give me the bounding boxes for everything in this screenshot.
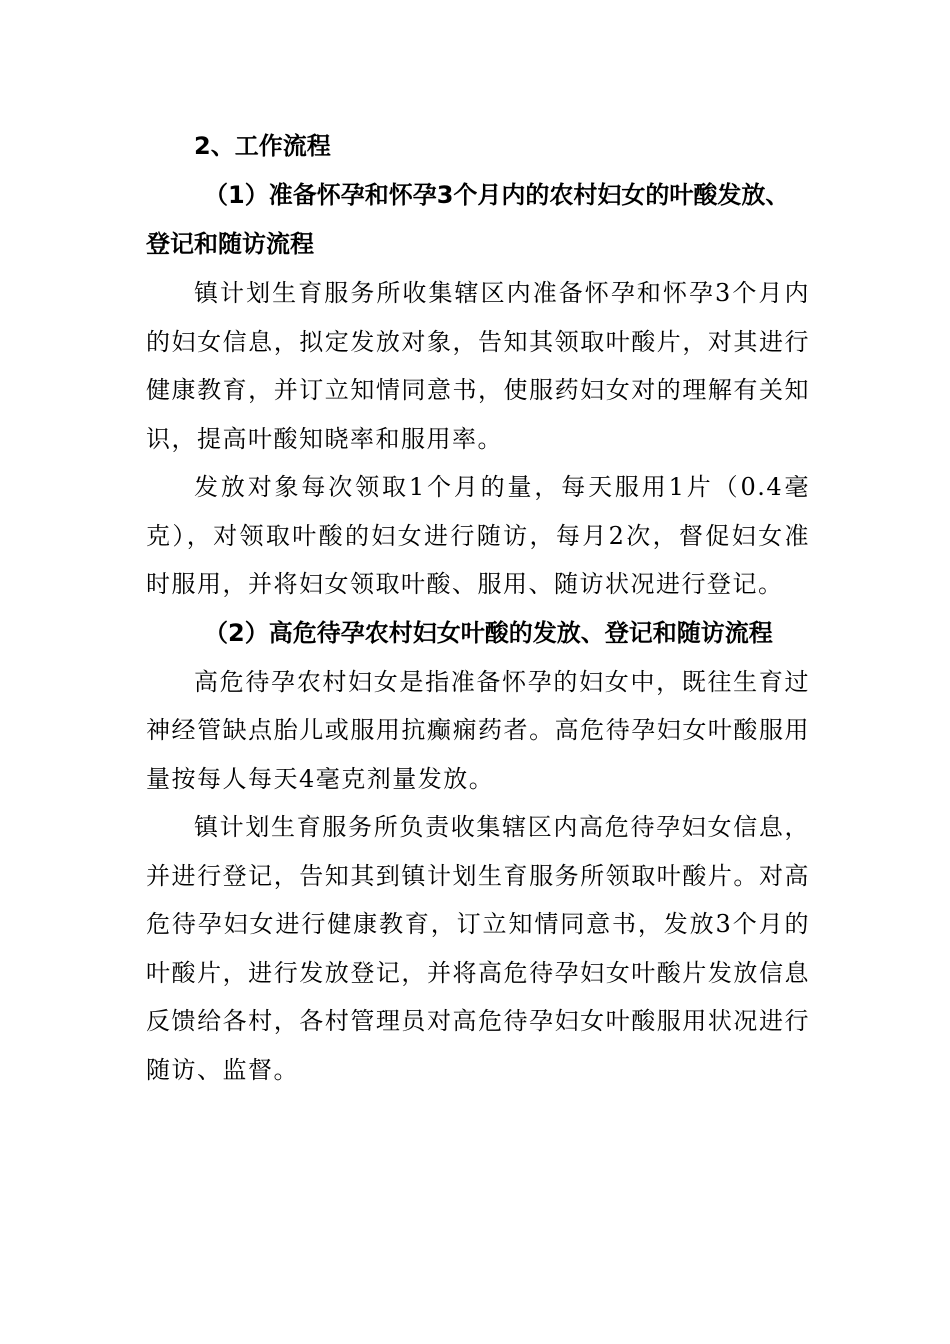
paragraph-2: 发放对象每次领取1个月的量，每天服用1片（0.4毫克），对领取叶酸的妇女进行随访，每月2次，督促妇女准时服用，并将妇女领取叶酸、服用、随访状况进行登记。 bbox=[146, 473, 810, 598]
paragraph-3: 高危待孕农村妇女是指准备怀孕的妇女中，既往生育过神经管缺点胎儿或服用抗癫痫药者。高危待孕妇女叶酸服用量按每人每天4毫克剂量发放。 bbox=[146, 667, 810, 793]
document-body bbox=[146, 122, 810, 1094]
section-heading: 2、工作流程 bbox=[194, 132, 331, 160]
subsection-heading-1: （1）准备怀孕和怀孕3个月内的农村妇女的叶酸发放、登记和随访流程 bbox=[146, 181, 790, 258]
paragraph-1: 镇计划生育服务所收集辖区内准备怀孕和怀孕3个月内的妇女信息，拟定发放对象，告知其领取叶酸片，对其进行健康教育，并订立知情同意书，使服药妇女对的理解有关知识，提高叶酸知晓率和服用率。 bbox=[146, 279, 810, 453]
paragraph-4: 镇计划生育服务所负责收集辖区内高危待孕妇女信息，并进行登记，告知其到镇计划生育服务所领取叶酸片。对高危待孕妇女进行健康教育，订立知情同意书，发放3个月的叶酸片，进行发放登记，并将高危待孕妇女叶酸片发放信息反馈给各村，各村管理员对高危待孕妇女叶酸服用状况进行随访、监督。 bbox=[146, 813, 810, 1084]
subsection-heading-2: （2）高危待孕农村妇女叶酸的发放、登记和随访流程 bbox=[204, 618, 773, 647]
